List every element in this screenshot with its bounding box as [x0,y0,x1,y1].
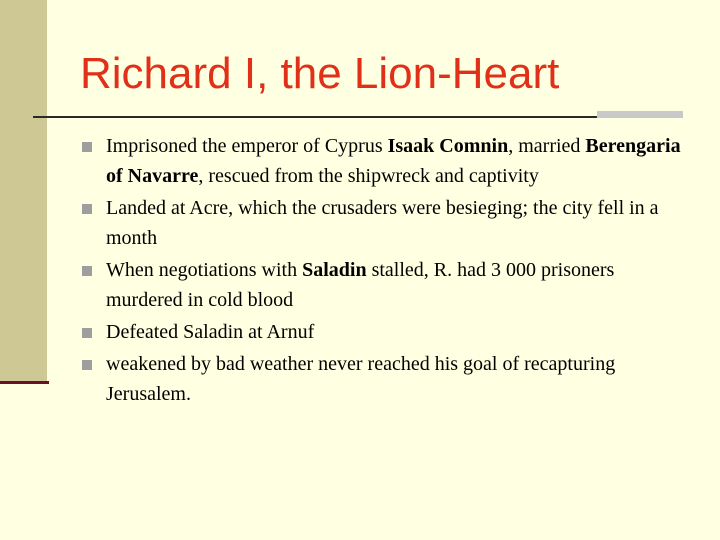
bullet-emphasis-saladin: Saladin [302,259,367,281]
title-divider-accent [597,111,683,118]
title-divider-line [33,116,682,118]
square-bullet-icon [82,328,92,338]
bullet-text: stalled, R. had 3 000 prisoners murdered in cold blood [106,259,615,311]
bullet-item-jerusalem [80,349,690,409]
bullet-text: Defeated Saladin at Arnuf [106,321,315,343]
bullet-text: , married [508,135,586,157]
bullet-item-saladin-negotiations [80,255,690,315]
slide-title: Richard I, the Lion-Heart [80,49,560,98]
left-band-underline [0,381,49,384]
bullet-item-cyprus [80,131,690,191]
bullet-emphasis-isaak-comnin: Isaak Comnin [387,135,509,157]
bullet-text: Imprisoned the emperor of Cyprus [106,135,388,157]
square-bullet-icon [82,142,92,152]
bullet-text: weakened by bad weather never reached his goal of recapturing Jerusalem. [106,353,616,405]
bullet-emphasis-berengaria: Berengaria of Navarre [106,135,681,187]
bullet-text: , rescued from the shipwreck and captivity [198,165,539,187]
bullet-text: When negotiations with [106,259,303,281]
bullet-item-acre [80,193,690,253]
left-decorative-band [0,0,47,381]
bullet-item-arnuf [80,317,690,347]
bullet-list [80,131,690,409]
square-bullet-icon [82,360,92,370]
square-bullet-icon [82,266,92,276]
square-bullet-icon [82,204,92,214]
bullet-text: Landed at Acre, which the crusaders were besieging; the city fell in a month [106,197,659,249]
